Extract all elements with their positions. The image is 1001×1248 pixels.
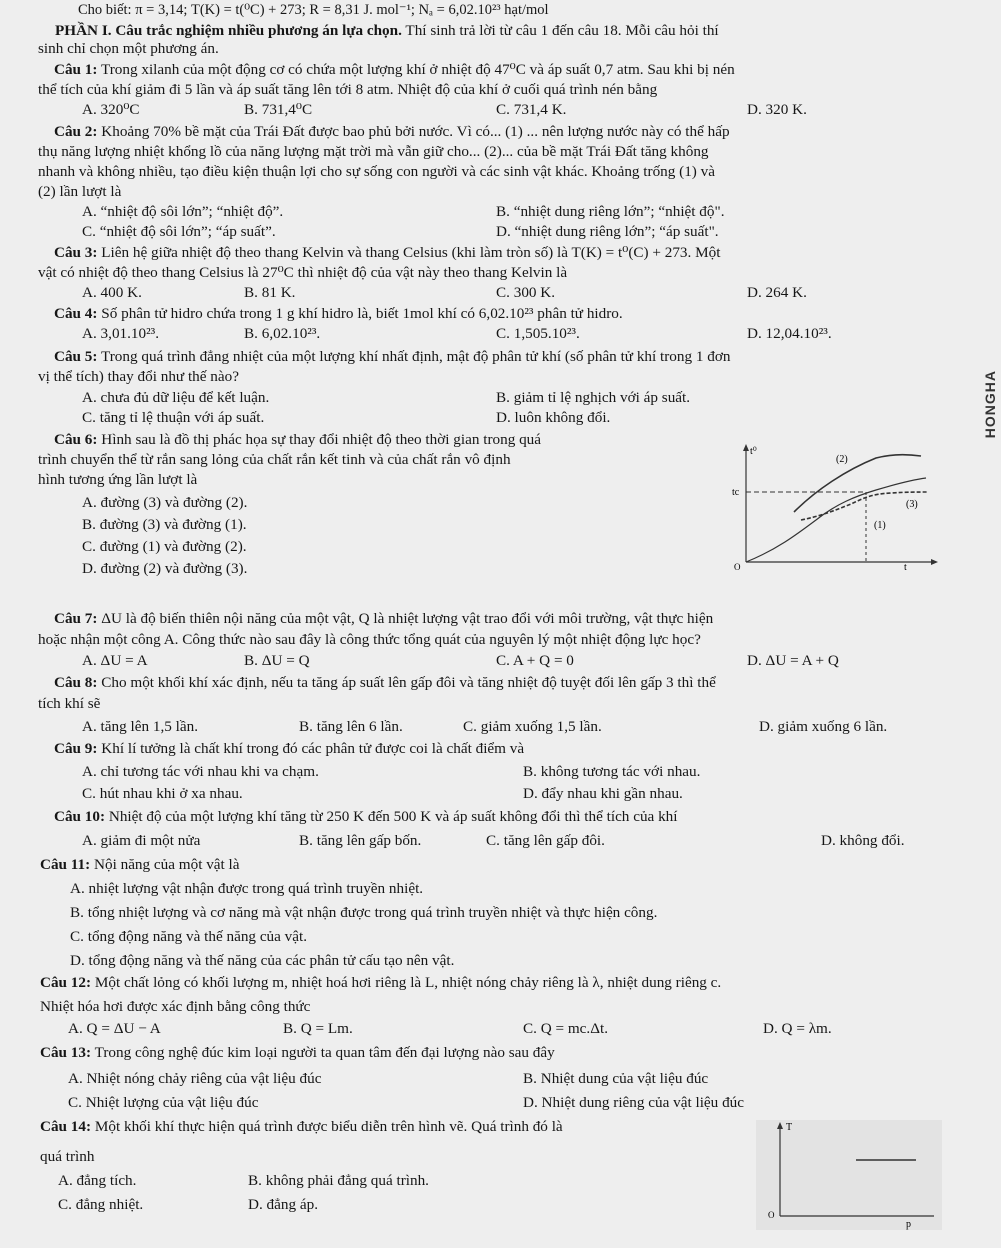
graph-x-label: p: [906, 1219, 911, 1230]
q13-option-b[interactable]: B. Nhiệt dung của vật liệu đúc: [523, 1070, 709, 1087]
question-label: Câu 13:: [40, 1044, 92, 1061]
question-1: [54, 61, 735, 79]
question-12-line2: Nhiệt hóa hơi được xác định bằng công thức: [40, 998, 311, 1015]
q12-option-b[interactable]: B. Q = Lm.: [283, 1020, 353, 1037]
question-14-line2: quá trình: [40, 1148, 95, 1165]
q8-option-c[interactable]: C. giảm xuống 1,5 lần.: [463, 718, 602, 735]
question-2: [54, 123, 730, 141]
question-3: [54, 244, 720, 262]
question-12: [40, 974, 721, 992]
q14-option-c[interactable]: C. đẳng nhiệt.: [58, 1196, 144, 1213]
question-2-line2: thụ năng lượng nhiệt khổng lồ của năng lượng mặt trời mà vẫn giữ cho... (2)... của bề mặt Trái Đất tăng không: [38, 143, 709, 160]
q9-option-c[interactable]: C. hút nhau khi ở xa nhau.: [82, 785, 243, 802]
q10-option-c[interactable]: C. tăng lên gấp đôi.: [486, 832, 605, 849]
side-watermark-text: HONGHA: [982, 370, 999, 439]
graph-x-label: t: [904, 562, 907, 573]
question-text: Nội năng của một vật là: [90, 856, 240, 873]
q5-option-a[interactable]: A. chưa đủ dữ liệu để kết luận.: [82, 389, 270, 406]
q8-option-d[interactable]: D. giảm xuống 6 lần.: [759, 718, 888, 735]
q11-option-a[interactable]: A. nhiệt lượng vật nhận được trong quá trình truyền nhiệt.: [70, 880, 424, 897]
question-label: Câu 7:: [54, 610, 98, 627]
q1-option-c[interactable]: C. 731,4 K.: [496, 101, 567, 118]
tp-graph: [756, 1120, 942, 1230]
question-2-line4: (2) lần lượt là: [38, 183, 122, 200]
q3-option-b[interactable]: B. 81 K.: [244, 284, 296, 301]
q4-option-b[interactable]: B. 6,02.10²³.: [244, 325, 321, 342]
q4-option-d[interactable]: D. 12,04.10²³.: [747, 325, 832, 342]
phase-change-graph: [706, 440, 946, 575]
q14-option-d[interactable]: D. đẳng áp.: [248, 1196, 319, 1213]
q1-option-d[interactable]: D. 320 K.: [747, 101, 807, 118]
question-label: Câu 11:: [40, 856, 91, 873]
question-6: [54, 431, 541, 449]
question-13: [40, 1044, 555, 1062]
part-heading: [55, 22, 719, 40]
q5-option-c[interactable]: C. tăng tỉ lệ thuận với áp suất.: [82, 409, 265, 426]
q7-option-c[interactable]: C. A + Q = 0: [496, 652, 574, 669]
question-label: Câu 8:: [54, 674, 98, 691]
q9-option-a[interactable]: A. chỉ tương tác với nhau khi va chạm.: [82, 763, 319, 780]
question-label: Câu 9:: [54, 740, 98, 757]
question-10: [54, 808, 677, 826]
graph-background: [756, 1120, 942, 1230]
q10-option-d[interactable]: D. không đổi.: [821, 832, 905, 849]
q11-option-d[interactable]: D. tổng động năng và thế năng của các phân tử cấu tạo nên vật.: [70, 952, 455, 969]
question-label: Câu 1:: [54, 61, 98, 78]
part-instruction: Thí sinh trả lời từ câu 1 đến câu 18. Mỗi câu hỏi thí: [401, 22, 719, 39]
q13-option-a[interactable]: A. Nhiệt nóng chảy riêng của vật liệu đúc: [68, 1070, 322, 1087]
q1-option-a[interactable]: A. 320⁰C: [82, 101, 140, 118]
question-text: Số phân tử hidro chứa trong 1 g khí hidro là, biết 1mol khí có 6,02.10²³ phân tử hidro.: [97, 305, 623, 322]
question-4: [54, 305, 623, 323]
q5-option-d[interactable]: D. luôn không đổi.: [496, 409, 611, 426]
curve-3-label: (3): [906, 499, 918, 510]
graph-origin-label: O: [734, 562, 741, 572]
question-text: Một chất lỏng có khối lượng m, nhiệt hoá hơi riêng là L, nhiệt nóng chảy riêng là λ, nhiệt dung riêng c.: [91, 974, 722, 991]
question-label: Câu 2:: [54, 123, 98, 140]
question-6-line3: hình tương ứng lần lượt là: [38, 471, 198, 488]
part-title: PHẦN I. Câu trắc nghiệm nhiều phương án lựa chọn.: [55, 22, 402, 39]
q14-option-a[interactable]: A. đẳng tích.: [58, 1172, 137, 1189]
curve-2-label: (2): [836, 454, 848, 465]
question-6-line2: trình chuyển thể từ rắn sang lỏng của chất rắn kết tinh và của chất rắn vô định: [38, 451, 511, 468]
q4-option-a[interactable]: A. 3,01.10²³.: [82, 325, 160, 342]
q10-option-b[interactable]: B. tăng lên gấp bốn.: [299, 832, 422, 849]
q2-option-b[interactable]: B. “nhiệt dung riêng lớn”; “nhiệt độ".: [496, 203, 725, 220]
question-label: Câu 10:: [54, 808, 106, 825]
q13-option-c[interactable]: C. Nhiệt lượng của vật liệu đúc: [68, 1094, 259, 1111]
question-text: Trong công nghệ đúc kim loại người ta quan tâm đến đại lượng nào sau đây: [91, 1044, 555, 1061]
question-2-line3: nhanh và không nhiều, tạo điều kiện thuận lợi cho sự sống con người và các sinh vật khác. Khoảng trống (1) và: [38, 163, 715, 180]
question-text: Liên hệ giữa nhiệt độ theo thang Kelvin và thang Celsius (khi làm tròn số) là T(K) = t⁰(C) + 273. Một: [97, 244, 721, 261]
q3-option-c[interactable]: C. 300 K.: [496, 284, 556, 301]
q7-option-b[interactable]: B. ΔU = Q: [244, 652, 310, 669]
part-instruction-cont: sinh chỉ chọn một phương án.: [38, 40, 219, 57]
curve-1-label: (1): [874, 520, 886, 531]
curve-1: [746, 478, 926, 562]
question-label: Câu 3:: [54, 244, 98, 261]
question-9: [54, 740, 524, 758]
question-5-line2: vị thể tích) thay đổi như thế nào?: [38, 368, 239, 385]
q10-option-a[interactable]: A. giảm đi một nửa: [82, 832, 201, 849]
q5-option-b[interactable]: B. giảm tỉ lệ nghịch với áp suất.: [496, 389, 691, 406]
question-text: Một khối khí thực hiện quá trình được biểu diễn trên hình vẽ. Quá trình đó là: [91, 1118, 563, 1135]
question-7-line2: hoặc nhận một công A. Công thức nào sau đây là công thức tổng quát của nguyên lý một nhiệt động lực học?: [38, 631, 701, 648]
question-14: [40, 1118, 563, 1136]
q4-option-c[interactable]: C. 1,505.10²³.: [496, 325, 580, 342]
question-label: Câu 6:: [54, 431, 98, 448]
graph-y-label: T: [786, 1122, 793, 1133]
question-label: Câu 4:: [54, 305, 98, 322]
question-text: Hình sau là đồ thị phác họa sự thay đổi nhiệt độ theo thời gian trong quá: [97, 431, 542, 448]
question-text: Trong quá trình đẳng nhiệt của một lượng khí nhất định, mật độ phân tử khí (số phân tử khí trong 1 đơn: [97, 348, 731, 365]
question-text: ΔU là độ biến thiên nội năng của một vật, Q là nhiệt lượng vật trao đổi với môi trường, vật thực hiện: [97, 610, 714, 627]
question-8: [54, 674, 716, 692]
q7-option-a[interactable]: A. ΔU = A: [82, 652, 148, 669]
question-label: Câu 12:: [40, 974, 92, 991]
graph-tc-label: tc: [732, 487, 740, 498]
question-label: Câu 5:: [54, 348, 98, 365]
question-8-line2: tích khí sẽ: [38, 695, 101, 712]
q6-option-b[interactable]: B. đường (3) và đường (1).: [82, 516, 247, 533]
q2-option-d[interactable]: D. “nhiệt dung riêng lớn”; “áp suất".: [496, 223, 719, 240]
graph-y-arrow: [743, 444, 749, 451]
question-text: Nhiệt độ của một lượng khí tăng từ 250 K đến 500 K và áp suất không đổi thì thể tích của khí: [105, 808, 678, 825]
question-label: Câu 14:: [40, 1118, 92, 1135]
q2-option-c[interactable]: C. “nhiệt độ sôi lớn”; “áp suất”.: [82, 223, 276, 240]
graph-y-label: t⁰: [750, 446, 757, 457]
question-1-line2: thể tích của khí giảm đi 5 lần và áp suất tăng lên tới 8 atm. Nhiệt độ của khí ở cuối quá trình nén bằng: [38, 81, 658, 98]
question-text: Khoảng 70% bề mặt của Trái Đất được bao phủ bởi nước. Vì có... (1) ... nên lượng nước này có thể hấp: [97, 123, 730, 140]
q2-option-a[interactable]: A. “nhiệt độ sôi lớn”; “nhiệt độ”.: [82, 203, 284, 220]
q14-option-b[interactable]: B. không phải đẳng quá trình.: [248, 1172, 429, 1189]
q8-option-b[interactable]: B. tăng lên 6 lần.: [299, 718, 403, 735]
header-given-constants: Cho biết: π = 3,14; T(K) = t(⁰C) + 273; R = 8,31 J. mol⁻¹; Nₐ = 6,02.10²³ hạt/mol: [78, 2, 549, 18]
question-3-line2: vật có nhiệt độ theo thang Celsius là 27⁰C thì nhiệt độ của vật này theo thang Kelvin là: [38, 264, 568, 281]
q1-option-b[interactable]: B. 731,4⁰C: [244, 101, 313, 118]
q6-option-a[interactable]: A. đường (3) và đường (2).: [82, 494, 248, 511]
q9-option-b[interactable]: B. không tương tác với nhau.: [523, 763, 701, 780]
question-11: [40, 856, 240, 874]
q13-option-d[interactable]: D. Nhiệt dung riêng của vật liệu đúc: [523, 1094, 744, 1111]
q6-option-c[interactable]: C. đường (1) và đường (2).: [82, 538, 247, 555]
q11-option-b[interactable]: B. tổng nhiệt lượng và cơ năng mà vật nhận được trong quá trình truyền nhiệt và thực hiện công.: [70, 904, 658, 921]
q7-option-d[interactable]: D. ΔU = A + Q: [747, 652, 839, 669]
question-text: Khí lí tưởng là chất khí trong đó các phân tử được coi là chất điểm và: [97, 740, 525, 757]
question-text: Cho một khối khí xác định, nếu ta tăng áp suất lên gấp đôi và tăng nhiệt độ tuyệt đối lên gấp 3 thì thể: [97, 674, 716, 691]
question-5: [54, 348, 731, 366]
q6-option-d[interactable]: D. đường (2) và đường (3).: [82, 560, 248, 577]
q12-option-a[interactable]: A. Q = ΔU − A: [68, 1020, 161, 1037]
q8-option-a[interactable]: A. tăng lên 1,5 lần.: [82, 718, 198, 735]
q11-option-c[interactable]: C. tổng động năng và thế năng của vật.: [70, 928, 308, 945]
q12-option-d[interactable]: D. Q = λm.: [763, 1020, 832, 1037]
q3-option-d[interactable]: D. 264 K.: [747, 284, 807, 301]
graph-origin-label: O: [768, 1210, 775, 1220]
q12-option-c[interactable]: C. Q = mc.Δt.: [523, 1020, 608, 1037]
q3-option-a[interactable]: A. 400 K.: [82, 284, 142, 301]
question-text: Trong xilanh của một động cơ có chứa một lượng khí ở nhiệt độ 47⁰C và áp suất 0,7 atm. Sau khi bị nén: [97, 61, 735, 78]
graph-x-arrow: [931, 559, 938, 565]
q9-option-d[interactable]: D. đẩy nhau khi gần nhau.: [523, 785, 683, 802]
question-7: [54, 610, 713, 628]
